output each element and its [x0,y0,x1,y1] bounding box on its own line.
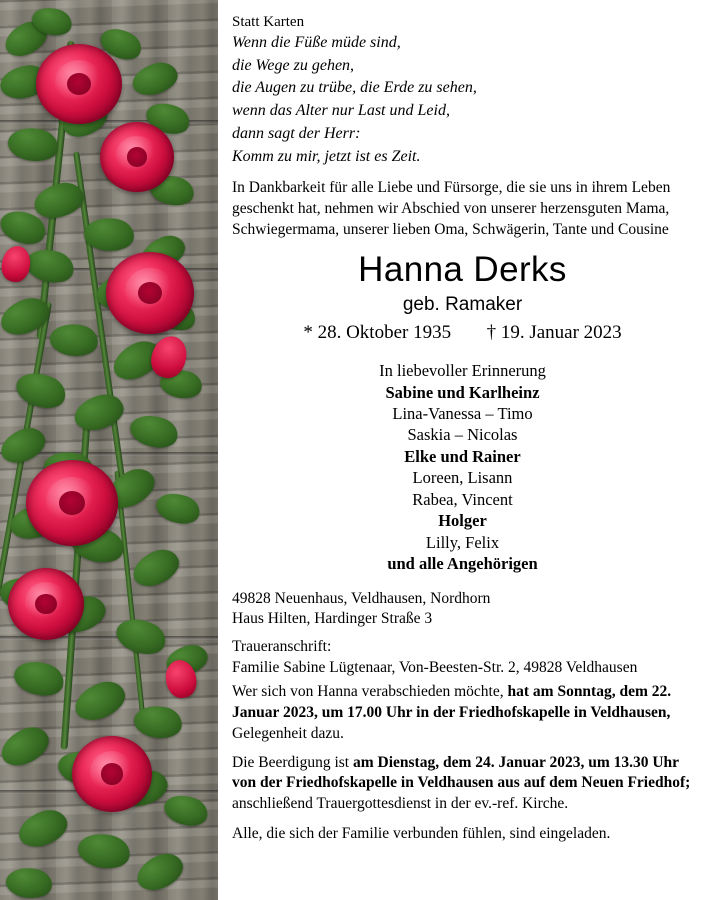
mourning-address-label: Traueranschrift: [232,638,332,656]
birth-date: * 28. Oktober 1935 [303,322,452,344]
poem-line: dann sagt der Herr: [232,124,361,142]
farewell-text-1: Wer sich von Hanna verabschieden möchte, [232,683,508,701]
family-member: Elke und Rainer [404,446,521,466]
closing-line: Alle, die sich der Familie verbunden fühlen, sind eingeladen. [232,824,611,842]
family-member: Loreen, Lisann [412,468,513,488]
mourning-address-value: Familie Sabine Lügtenaar, Von-Beesten-Str. 2, 49828 Veldhausen [232,658,638,676]
mourning-address-block [232,637,693,678]
family-member: Saskia – Nicolas [407,425,518,445]
family-member: Lilly, Felix [425,532,500,552]
death-date: † 19. Januar 2023 [486,322,622,344]
maiden-name: geb. Ramaker [402,294,523,316]
farewell-time-bold: hat am Sonntag, dem 22. Januar 2023, um 17.00 Uhr in der Friedhofskapelle in Veldhausen, [232,683,672,722]
poem-line: Komm zu mir, jetzt ist es Zeit. [232,147,421,165]
memory-heading: In liebevoller Erinnerung [379,361,546,381]
farewell-text-2: Gelegenheit dazu. [232,724,344,742]
funeral-time-bold: am Dienstag, dem 24. Januar 2023, um 13.30 Uhr von der Friedhofskapelle in Veldhausen aus auf dem Neuen Friedhof; [232,753,691,792]
rose-foliage [0,0,218,900]
deceased-name: Hanna Derks [358,250,567,290]
places [232,589,693,630]
rose-bloom [26,460,118,546]
poem-line: die Wege zu gehen, [232,56,355,74]
funeral-paragraph [232,753,693,815]
family-member: Rabea, Vincent [412,489,513,509]
rose-photo [0,0,218,900]
family-member: Sabine und Karlheinz [385,382,540,402]
funeral-text-1: Die Beerdigung ist [232,753,353,771]
rose-bloom [106,252,194,334]
family-member: Lina-Vanessa – Timo [392,404,533,424]
obituary-text-column [218,0,703,900]
poem [232,32,693,168]
rose-bloom [72,736,152,812]
rose-bloom [8,568,84,640]
rose-bloom [100,122,174,192]
intro-paragraph: In Dankbarkeit für alle Liebe und Fürsorge, die sie uns in ihrem Leben geschenkt hat, nehmen wir Abschied von unserer herzensguten Mama, Schwiegermama, unserer lieben Oma, Schwägerin, Tante und Cousine [232,179,671,238]
life-dates [232,322,693,344]
family-list [232,360,693,574]
statt-karten-label: Statt Karten [232,14,305,30]
places-line-2: Haus Hilten, Hardinger Straße 3 [232,609,433,627]
family-member: und alle Angehörigen [387,554,538,574]
family-member: Holger [438,511,487,531]
poem-line: wenn das Alter nur Last und Leid, [232,102,450,120]
rose-bud [0,244,33,284]
poem-line: Wenn die Füße müde sind, [232,34,401,51]
farewell-paragraph [232,682,693,744]
places-line-1: 49828 Neuenhaus, Veldhausen, Nordhorn [232,589,491,607]
poem-line: die Augen zu trübe, die Erde zu sehen, [232,79,477,97]
rose-bloom [36,44,122,124]
funeral-text-2: anschließend Trauergottesdienst in der ev.-ref. Kirche. [232,795,569,813]
